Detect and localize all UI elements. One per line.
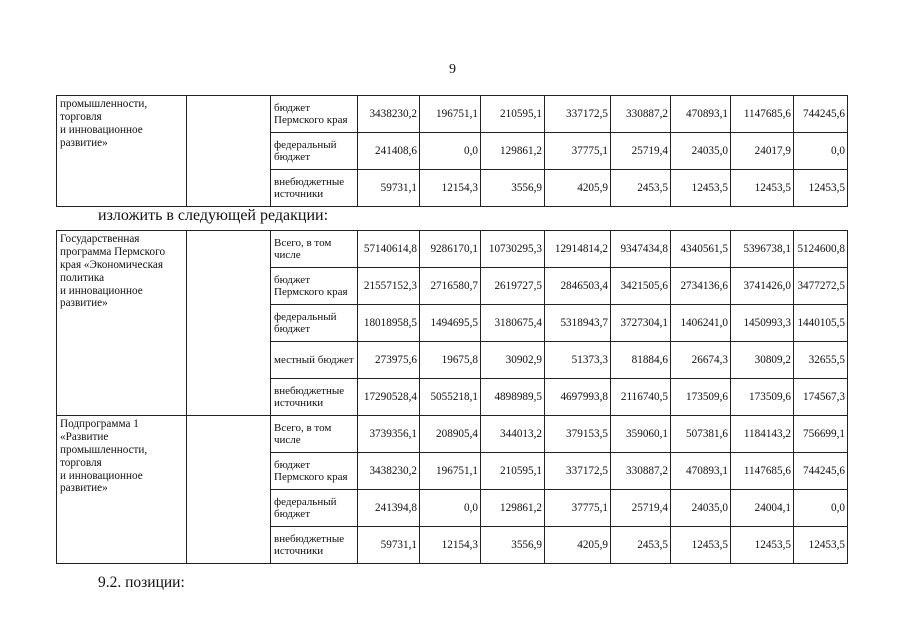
amount-cell: 208905,4 <box>420 416 481 453</box>
amount-cell: 19675,8 <box>420 342 481 379</box>
amount-cell: 9286170,1 <box>420 231 481 268</box>
amount-cell: 12453,5 <box>671 170 731 207</box>
amount-cell: 337172,5 <box>545 453 611 490</box>
amount-cell: 5318943,7 <box>545 305 611 342</box>
amount-cell: 12453,5 <box>731 170 794 207</box>
amount-cell: 5396738,1 <box>731 231 794 268</box>
amount-cell: 3739356,1 <box>358 416 420 453</box>
amount-cell: 81884,6 <box>611 342 671 379</box>
amount-cell: 756699,1 <box>794 416 848 453</box>
amount-cell: 196751,1 <box>420 453 481 490</box>
amount-cell: 507381,6 <box>671 416 731 453</box>
amount-cell: 2453,5 <box>611 527 671 564</box>
amount-cell: 2619727,5 <box>481 268 545 305</box>
amount-cell: 3741426,0 <box>731 268 794 305</box>
amount-cell: 210595,1 <box>481 453 545 490</box>
funding-source-cell: внебюджетные источники <box>271 527 358 564</box>
budget-table-old <box>56 95 848 207</box>
amount-cell: 24035,0 <box>671 490 731 527</box>
program-name-cell: промышленности, торговля и инновационное развитие» <box>57 96 187 207</box>
table-row <box>57 96 848 133</box>
amount-cell: 12453,5 <box>731 527 794 564</box>
section-heading-positions: 9.2. позиции: <box>98 574 185 591</box>
amount-cell: 241408,6 <box>358 133 420 170</box>
funding-source-cell: бюджет Пермского края <box>271 453 358 490</box>
amount-cell: 3477272,5 <box>794 268 848 305</box>
amount-cell: 2734136,6 <box>671 268 731 305</box>
amount-cell: 17290528,4 <box>358 379 420 416</box>
amount-cell: 1184143,2 <box>731 416 794 453</box>
amount-cell: 3556,9 <box>481 170 545 207</box>
page-number: 9 <box>449 62 456 77</box>
amount-cell: 37775,1 <box>545 133 611 170</box>
amount-cell: 4340561,5 <box>671 231 731 268</box>
funding-source-cell: федеральный бюджет <box>271 490 358 527</box>
amount-cell: 0,0 <box>794 133 848 170</box>
amount-cell: 9347434,8 <box>611 231 671 268</box>
amount-cell: 210595,1 <box>481 96 545 133</box>
budget-table-new <box>56 230 848 564</box>
amount-cell: 32655,5 <box>794 342 848 379</box>
amount-cell: 5124600,8 <box>794 231 848 268</box>
section-heading: изложить в следующей редакции: <box>98 207 329 224</box>
amount-cell: 4697993,8 <box>545 379 611 416</box>
amount-cell: 174567,3 <box>794 379 848 416</box>
amount-cell: 1147685,6 <box>731 96 794 133</box>
amount-cell: 59731,1 <box>358 170 420 207</box>
table-row <box>57 231 848 268</box>
funding-source-cell: внебюджетные источники <box>271 379 358 416</box>
amount-cell: 1147685,6 <box>731 453 794 490</box>
amount-cell: 1440105,5 <box>794 305 848 342</box>
amount-cell: 4898989,5 <box>481 379 545 416</box>
amount-cell: 1450993,3 <box>731 305 794 342</box>
amount-cell: 57140614,8 <box>358 231 420 268</box>
amount-cell: 4205,9 <box>545 170 611 207</box>
amount-cell: 59731,1 <box>358 527 420 564</box>
amount-cell: 0,0 <box>420 490 481 527</box>
funding-source-cell: федеральный бюджет <box>271 133 358 170</box>
responsible-cell <box>187 231 271 416</box>
funding-source-cell: бюджет Пермского края <box>271 96 358 133</box>
amount-cell: 173509,6 <box>731 379 794 416</box>
funding-source-cell: местный бюджет <box>271 342 358 379</box>
funding-source-cell: федеральный бюджет <box>271 305 358 342</box>
amount-cell: 1494695,5 <box>420 305 481 342</box>
amount-cell: 12453,5 <box>671 527 731 564</box>
amount-cell: 3421505,6 <box>611 268 671 305</box>
amount-cell: 12914814,2 <box>545 231 611 268</box>
amount-cell: 51373,3 <box>545 342 611 379</box>
amount-cell: 2716580,7 <box>420 268 481 305</box>
amount-cell: 3438230,2 <box>358 96 420 133</box>
amount-cell: 21557152,3 <box>358 268 420 305</box>
amount-cell: 379153,5 <box>545 416 611 453</box>
amount-cell: 330887,2 <box>611 453 671 490</box>
amount-cell: 359060,1 <box>611 416 671 453</box>
funding-source-cell: бюджет Пермского края <box>271 268 358 305</box>
amount-cell: 10730295,3 <box>481 231 545 268</box>
amount-cell: 173509,6 <box>671 379 731 416</box>
responsible-cell <box>187 416 271 564</box>
funding-source-cell: внебюджетные источники <box>271 170 358 207</box>
amount-cell: 470893,1 <box>671 453 731 490</box>
responsible-cell <box>187 96 271 207</box>
program-name-cell: Государственная программа Пермского края «Экономическая политика и инновационное развитие» <box>57 231 187 416</box>
amount-cell: 3556,9 <box>481 527 545 564</box>
amount-cell: 3180675,4 <box>481 305 545 342</box>
amount-cell: 25719,4 <box>611 133 671 170</box>
amount-cell: 470893,1 <box>671 96 731 133</box>
amount-cell: 0,0 <box>420 133 481 170</box>
amount-cell: 129861,2 <box>481 490 545 527</box>
funding-source-cell: Всего, в том числе <box>271 231 358 268</box>
amount-cell: 3727304,1 <box>611 305 671 342</box>
amount-cell: 24035,0 <box>671 133 731 170</box>
amount-cell: 744245,6 <box>794 453 848 490</box>
amount-cell: 330887,2 <box>611 96 671 133</box>
amount-cell: 4205,9 <box>545 527 611 564</box>
amount-cell: 25719,4 <box>611 490 671 527</box>
amount-cell: 5055218,1 <box>420 379 481 416</box>
amount-cell: 273975,6 <box>358 342 420 379</box>
amount-cell: 2846503,4 <box>545 268 611 305</box>
amount-cell: 2453,5 <box>611 170 671 207</box>
amount-cell: 24017,9 <box>731 133 794 170</box>
amount-cell: 24004,1 <box>731 490 794 527</box>
funding-source-cell: Всего, в том числе <box>271 416 358 453</box>
amount-cell: 0,0 <box>794 490 848 527</box>
amount-cell: 196751,1 <box>420 96 481 133</box>
amount-cell: 241394,8 <box>358 490 420 527</box>
amount-cell: 12154,3 <box>420 527 481 564</box>
amount-cell: 3438230,2 <box>358 453 420 490</box>
amount-cell: 12453,5 <box>794 170 848 207</box>
amount-cell: 1406241,0 <box>671 305 731 342</box>
amount-cell: 26674,3 <box>671 342 731 379</box>
amount-cell: 2116740,5 <box>611 379 671 416</box>
amount-cell: 337172,5 <box>545 96 611 133</box>
amount-cell: 18018958,5 <box>358 305 420 342</box>
program-name-cell: Подпрограмма 1 «Развитие промышленности, торговля и инновационное развитие» <box>57 416 187 564</box>
amount-cell: 129861,2 <box>481 133 545 170</box>
amount-cell: 37775,1 <box>545 490 611 527</box>
amount-cell: 30809,2 <box>731 342 794 379</box>
amount-cell: 344013,2 <box>481 416 545 453</box>
amount-cell: 30902,9 <box>481 342 545 379</box>
amount-cell: 12453,5 <box>794 527 848 564</box>
table-row <box>57 416 848 453</box>
amount-cell: 744245,6 <box>794 96 848 133</box>
amount-cell: 12154,3 <box>420 170 481 207</box>
